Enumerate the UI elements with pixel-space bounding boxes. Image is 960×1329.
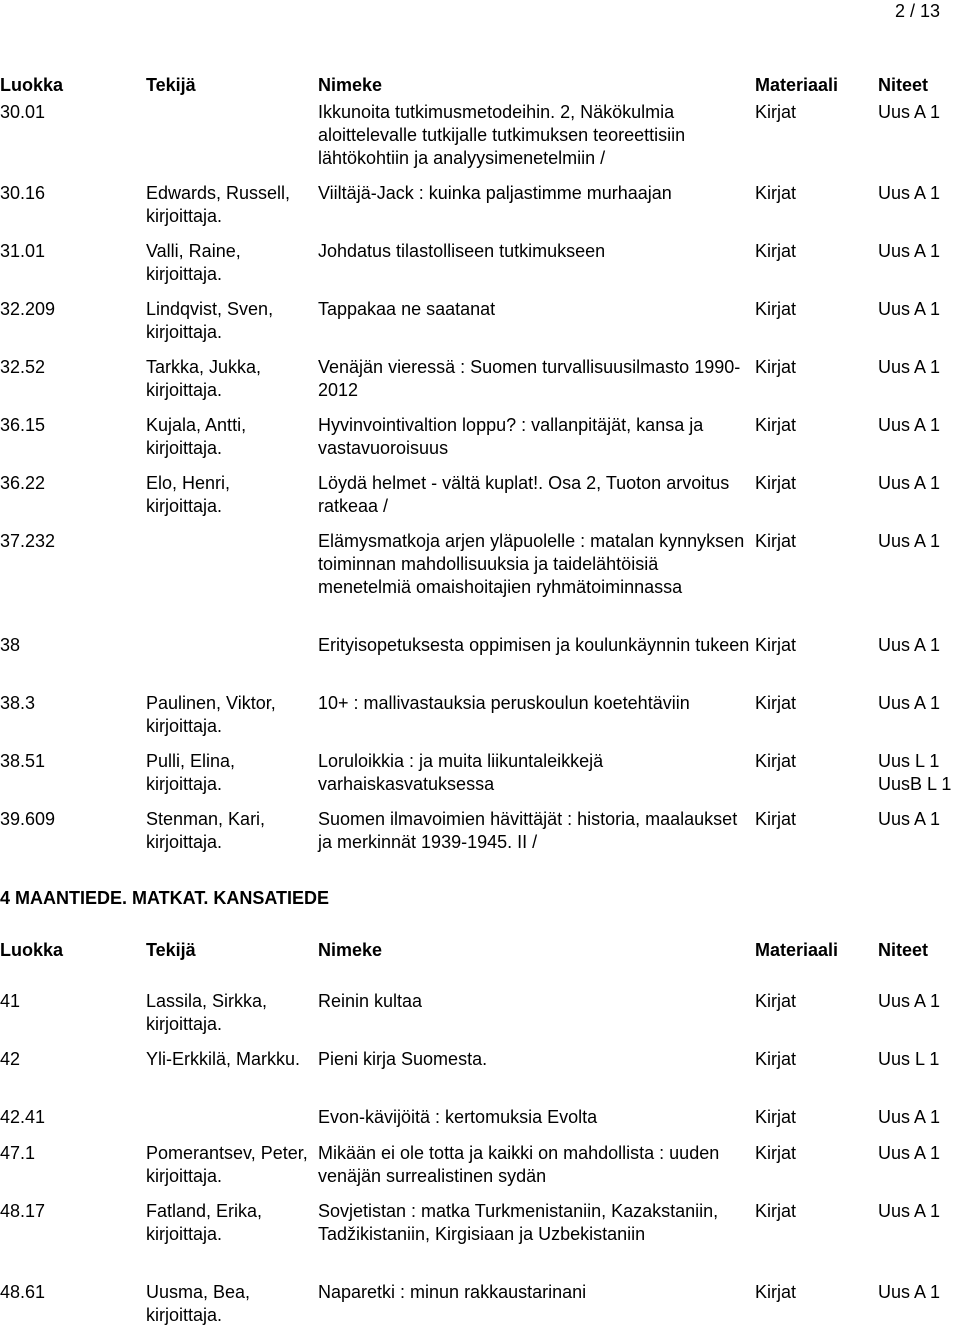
header-materiaali: Materiaali xyxy=(755,75,839,95)
cell-niteet: Uus A 1 xyxy=(878,1143,941,1163)
cell-nimeke: Mikään ei ole totta ja kaikki on mahdollista : uuden venäjän surrealistinen sydän xyxy=(318,1143,720,1186)
cell-nimeke: Suomen ilmavoimien hävittäjät : historia, maalaukset ja merkinnät 1939-1945. II / xyxy=(318,809,738,852)
cell-nimeke: Viiltäjä-Jack : kuinka paljastimme murhaajan xyxy=(318,183,672,203)
cell-tekija: Tarkka, Jukka, kirjoittaja. xyxy=(146,357,262,400)
cell-luokka: 47.1 xyxy=(0,1143,36,1163)
cell-nimeke: Pieni kirja Suomesta. xyxy=(318,1049,488,1069)
cell-nimeke: Erityisopetuksesta oppimisen ja koulunkäynnin tukeen xyxy=(318,635,750,655)
cell-niteet: Uus A 1 xyxy=(878,531,941,551)
cell-tekija: Valli, Raine, kirjoittaja. xyxy=(146,241,241,284)
cell-materiaali: Kirjat xyxy=(755,531,797,551)
cell-niteet: Uus L 1 UusB L 1 xyxy=(878,751,952,794)
cell-materiaali: Kirjat xyxy=(755,415,797,435)
header-materiaali: Materiaali xyxy=(755,940,839,960)
cell-tekija: Uusma, Bea, kirjoittaja. xyxy=(146,1282,251,1325)
cell-tekija: Stenman, Kari, kirjoittaja. xyxy=(146,809,266,852)
cell-materiaali: Kirjat xyxy=(755,299,797,319)
cell-niteet: Uus A 1 xyxy=(878,102,941,122)
header-niteet: Niteet xyxy=(878,75,929,95)
cell-materiaali: Kirjat xyxy=(755,693,797,713)
cell-luokka: 38 xyxy=(0,635,21,655)
cell-nimeke: Evon-kävijöitä : kertomuksia Evolta xyxy=(318,1107,598,1127)
cell-materiaali: Kirjat xyxy=(755,809,797,829)
cell-niteet: Uus A 1 xyxy=(878,1201,941,1221)
cell-tekija: Yli-Erkkilä, Markku. xyxy=(146,1049,301,1069)
cell-niteet: Uus A 1 xyxy=(878,635,941,655)
cell-materiaali: Kirjat xyxy=(755,102,797,122)
table-header xyxy=(0,74,960,97)
cell-luokka: 42 xyxy=(0,1049,21,1069)
cell-nimeke: Tappakaa ne saatanat xyxy=(318,299,496,319)
cell-tekija: Lassila, Sirkka, kirjoittaja. xyxy=(146,991,268,1034)
cell-materiaali: Kirjat xyxy=(755,1143,797,1163)
cell-nimeke: Löydä helmet - vältä kuplat!. Osa 2, Tuoton arvoitus ratkeaa / xyxy=(318,473,730,516)
cell-niteet: Uus A 1 xyxy=(878,693,941,713)
cell-tekija: Lindqvist, Sven, kirjoittaja. xyxy=(146,299,274,342)
header-luokka: Luokka xyxy=(0,75,64,95)
cell-tekija: Elo, Henri, kirjoittaja. xyxy=(146,473,231,516)
cell-luokka: 36.15 xyxy=(0,415,46,435)
cell-tekija: Kujala, Antti, kirjoittaja. xyxy=(146,415,247,458)
header-luokka: Luokka xyxy=(0,940,64,960)
cell-materiaali: Kirjat xyxy=(755,241,797,261)
cell-nimeke: Hyvinvointivaltion loppu? : vallanpitäjät, kansa ja vastavuoroisuus xyxy=(318,415,704,458)
cell-luokka: 42.41 xyxy=(0,1107,46,1127)
cell-luokka: 39.609 xyxy=(0,809,56,829)
cell-luokka: 32.52 xyxy=(0,357,46,377)
cell-tekija: Pomerantsev, Peter, kirjoittaja. xyxy=(146,1143,308,1186)
cell-luokka: 32.209 xyxy=(0,299,56,319)
cell-tekija: Fatland, Erika, kirjoittaja. xyxy=(146,1201,263,1244)
cell-tekija: Paulinen, Viktor, kirjoittaja. xyxy=(146,693,276,736)
header-nimeke: Nimeke xyxy=(318,75,383,95)
cell-luokka: 48.61 xyxy=(0,1282,46,1302)
cell-nimeke: Venäjän vieressä : Suomen turvallisuusilmasto 1990-2012 xyxy=(318,357,741,400)
page-number: 2 / 13 xyxy=(894,1,940,21)
cell-luokka: 41 xyxy=(0,991,21,1011)
cell-materiaali: Kirjat xyxy=(755,1107,797,1127)
header-tekija: Tekijä xyxy=(146,75,196,95)
cell-nimeke: Loruloikkia : ja muita liikuntaleikkejä varhaiskasvatuksessa xyxy=(318,751,604,794)
section-title: 4 MAANTIEDE. MATKAT. KANSATIEDE xyxy=(0,888,330,908)
cell-niteet: Uus A 1 xyxy=(878,241,941,261)
cell-luokka: 48.17 xyxy=(0,1201,46,1221)
cell-niteet: Uus A 1 xyxy=(878,299,941,319)
cell-tekija: Pulli, Elina, kirjoittaja. xyxy=(146,751,236,794)
cell-niteet: Uus A 1 xyxy=(878,809,941,829)
cell-niteet: Uus A 1 xyxy=(878,991,941,1011)
cell-luokka: 36.22 xyxy=(0,473,46,493)
cell-materiaali: Kirjat xyxy=(755,1049,797,1069)
cell-nimeke: Reinin kultaa xyxy=(318,991,423,1011)
cell-tekija: Edwards, Russell, kirjoittaja. xyxy=(146,183,291,226)
cell-nimeke: Sovjetistan : matka Turkmenistaniin, Kazakstaniin, Tadžikistaniin, Kirgisiaan ja Uzbekistaniin xyxy=(318,1201,719,1244)
cell-luokka: 38.51 xyxy=(0,751,46,771)
header-tekija: Tekijä xyxy=(146,940,196,960)
cell-nimeke: Johdatus tilastolliseen tutkimukseen xyxy=(318,241,606,261)
cell-niteet: Uus A 1 xyxy=(878,415,941,435)
table-header xyxy=(0,939,960,962)
cell-niteet: Uus A 1 xyxy=(878,1107,941,1127)
cell-luokka: 31.01 xyxy=(0,241,46,261)
cell-materiaali: Kirjat xyxy=(755,991,797,1011)
cell-nimeke: 10+ : mallivastauksia peruskoulun koetehtäviin xyxy=(318,693,690,713)
cell-materiaali: Kirjat xyxy=(755,1201,797,1221)
cell-materiaali: Kirjat xyxy=(755,1282,797,1302)
cell-niteet: Uus A 1 xyxy=(878,183,941,203)
header-niteet: Niteet xyxy=(878,940,929,960)
cell-niteet: Uus A 1 xyxy=(878,357,941,377)
cell-nimeke: Elämysmatkoja arjen yläpuolelle : matalan kynnyksen toiminnan mahdollisuuksia ja taidelähtöisiä menetelmiä omaishoitajien ryhmätoiminnassa xyxy=(318,531,745,597)
cell-materiaali: Kirjat xyxy=(755,357,797,377)
header-nimeke: Nimeke xyxy=(318,940,383,960)
cell-luokka: 30.16 xyxy=(0,183,46,203)
cell-materiaali: Kirjat xyxy=(755,635,797,655)
cell-luokka: 30.01 xyxy=(0,102,46,122)
cell-materiaali: Kirjat xyxy=(755,473,797,493)
cell-nimeke: Ikkunoita tutkimusmetodeihin. 2, Näkökulmia aloittelevalle tutkijalle tutkimuksen teoreettisiin lähtökohtiin ja analyysimenetelmiin / xyxy=(318,102,686,168)
cell-luokka: 37.232 xyxy=(0,531,56,551)
cell-niteet: Uus A 1 xyxy=(878,473,941,493)
cell-materiaali: Kirjat xyxy=(755,183,797,203)
cell-materiaali: Kirjat xyxy=(755,751,797,771)
cell-niteet: Uus L 1 xyxy=(878,1049,940,1069)
cell-niteet: Uus A 1 xyxy=(878,1282,941,1302)
cell-luokka: 38.3 xyxy=(0,693,36,713)
cell-nimeke: Naparetki : minun rakkaustarinani xyxy=(318,1282,587,1302)
